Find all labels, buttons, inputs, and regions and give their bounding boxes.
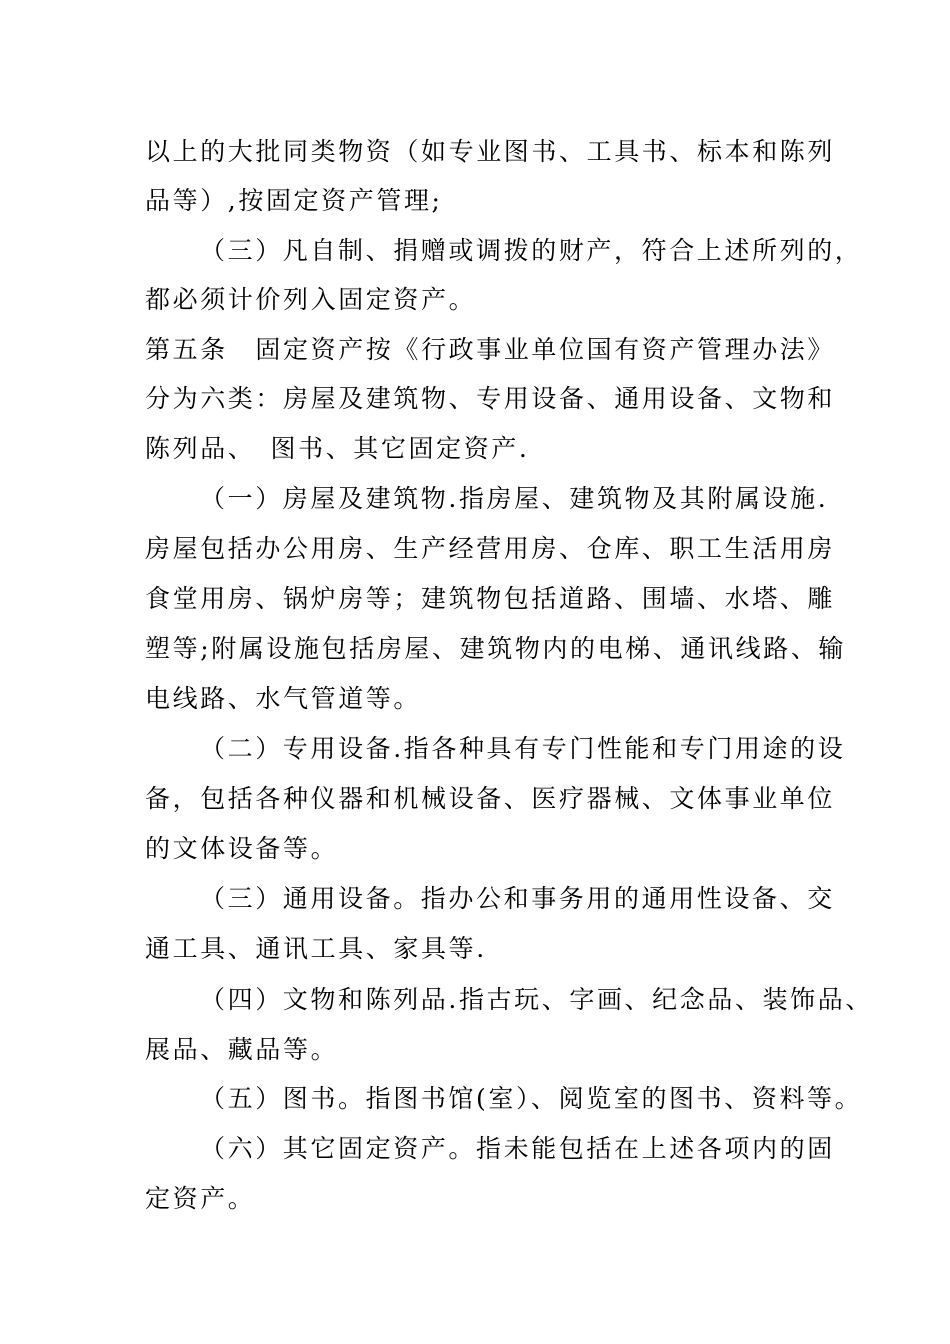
text-line: （五）图书。指图书馆(室）、阅览室的图书、资料等。	[200, 1084, 863, 1113]
article-heading-line: 第五条 固定资产按《行政事业单位国有资产管理办法》	[145, 335, 836, 364]
text-line: 通工具、通讯工具、家具等.	[145, 934, 487, 963]
text-line: 陈列品、 图书、其它固定资产.	[145, 434, 530, 463]
text-line: 房屋包括办公用房、生产经营用房、仓库、职工生活用房	[145, 534, 836, 563]
text-line: 以上的大批同类物资（如专业图书、工具书、标本和陈列	[145, 137, 836, 166]
text-line: （二）专用设备.指各种具有专门性能和专门用途的设	[200, 734, 846, 763]
text-line: （四）文物和陈列品.指古玩、字画、纪念品、装饰品、	[200, 985, 873, 1014]
text-line: 电线路、水气管道等。	[145, 684, 422, 713]
text-line: 都必须计价列入固定资产。	[145, 285, 477, 314]
text-line: 定资产。	[145, 1184, 256, 1213]
text-line: 展品、藏品等。	[145, 1035, 339, 1064]
text-line: （一）房屋及建筑物.指房屋、建筑物及其附属设施.	[200, 484, 829, 513]
text-line: 备，包括各种仪器和机械设备、医疗器械、文体事业单位	[145, 784, 836, 813]
text-line: 品等）,按固定资产管理;	[145, 186, 443, 215]
text-line: 的文体设备等。	[145, 834, 339, 863]
text-line: 食堂用房、锅炉房等；建筑物包括道路、围墙、水塔、雕	[145, 584, 836, 613]
text-line: （六）其它固定资产。指未能包括在上述各项内的固	[200, 1134, 835, 1163]
text-line: 塑等;附属设施包括房屋、建筑物内的电梯、通讯线路、输	[145, 634, 847, 663]
text-line: 分为六类：房屋及建筑物、专用设备、通用设备、文物和	[145, 384, 836, 413]
text-line: （三）通用设备。指办公和事务用的通用性设备、交	[200, 884, 835, 913]
text-line: （三）凡自制、捐赠或调拨的财产，符合上述所列的，	[200, 236, 863, 265]
